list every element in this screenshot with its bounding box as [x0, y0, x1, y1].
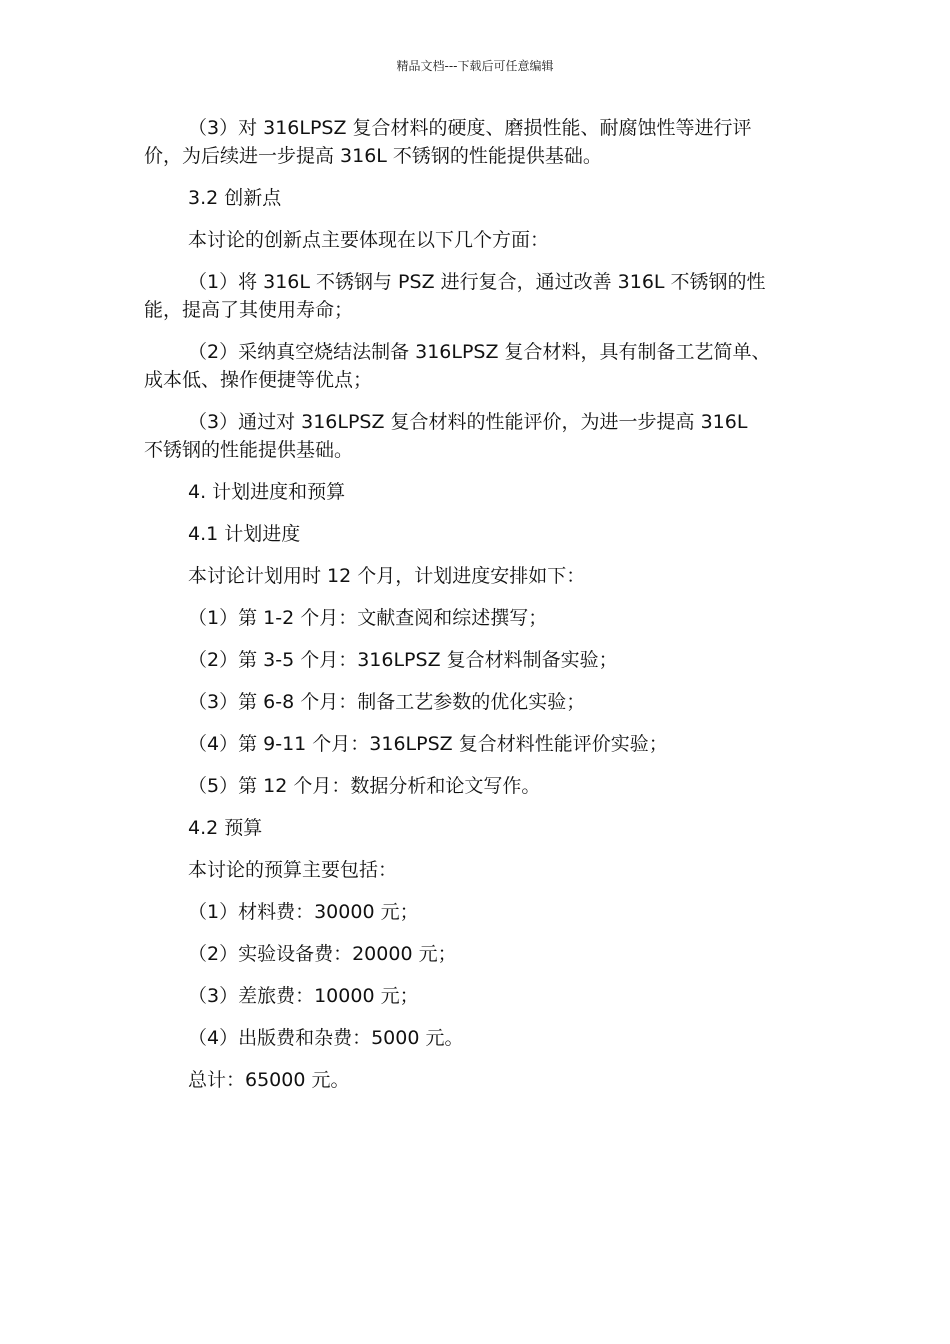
paragraph: 本讨论的预算主要包括：	[188, 859, 398, 881]
subsection-heading: 4.1 计划进度	[188, 523, 301, 545]
list-item: （1）第 1-2 个月：文献查阅和综述撰写；	[188, 607, 548, 629]
subsection-heading: 4.2 预算	[188, 817, 263, 839]
paragraph-line: （3）通过对 316LPSZ 复合材料的性能评价，为进一步提高 316L	[188, 411, 748, 433]
paragraph-line: 能，提高了其使用寿命；	[144, 299, 354, 321]
list-item: （3）第 6-8 个月：制备工艺参数的优化实验；	[188, 691, 586, 713]
list-item	[144, 338, 814, 394]
document-body	[144, 114, 814, 1108]
section-heading: 4. 计划进度和预算	[188, 481, 346, 503]
page-header: 精品文档---下载后可任意编辑	[396, 59, 554, 73]
list-item: （4）出版费和杂费：5000 元。	[188, 1027, 464, 1049]
list-item: （2）第 3-5 个月：316LPSZ 复合材料制备实验；	[188, 649, 618, 671]
paragraph: 本讨论的创新点主要体现在以下几个方面：	[188, 229, 550, 251]
list-item	[144, 268, 814, 324]
list-item: （4）第 9-11 个月：316LPSZ 复合材料性能评价实验；	[188, 733, 668, 755]
paragraph-line: 价，为后续进一步提高 316L 不锈钢的性能提供基础。	[144, 145, 602, 167]
list-item: （5）第 12 个月：数据分析和论文写作。	[188, 775, 541, 797]
paragraph-line: （3）对 316LPSZ 复合材料的硬度、磨损性能、耐腐蚀性等进行评	[188, 117, 752, 139]
paragraph-line: 成本低、操作便捷等优点；	[144, 369, 373, 391]
section-heading: 3.2 创新点	[188, 187, 282, 209]
paragraph-line: 不锈钢的性能提供基础。	[144, 439, 354, 461]
list-item: （2）实验设备费：20000 元；	[188, 943, 457, 965]
list-item: （1）材料费：30000 元；	[188, 901, 419, 923]
paragraph: 本讨论计划用时 12 个月，计划进度安排如下：	[188, 565, 586, 587]
paragraph	[144, 114, 814, 170]
total-line: 总计：65000 元。	[188, 1069, 350, 1091]
list-item: （3）差旅费：10000 元；	[188, 985, 419, 1007]
paragraph-line: （1）将 316L 不锈钢与 PSZ 进行复合，通过改善 316L 不锈钢的性	[188, 271, 766, 293]
paragraph-line: （2）采纳真空烧结法制备 316LPSZ 复合材料，具有制备工艺简单、	[188, 341, 771, 363]
list-item	[144, 408, 814, 464]
